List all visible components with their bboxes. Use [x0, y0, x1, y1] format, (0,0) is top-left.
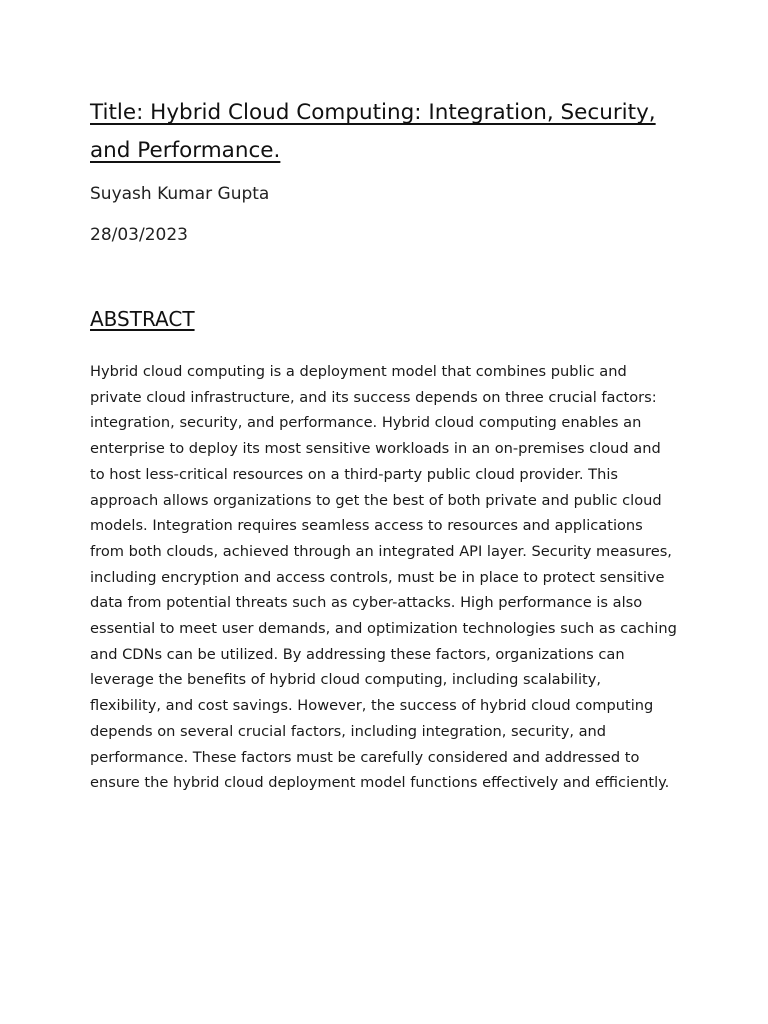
abstract-line: leverage the benefits of hybrid cloud computing, including scalability,: [90, 671, 602, 689]
abstract-line: ensure the hybrid cloud deployment model functions effectively and efficiently.: [90, 774, 670, 792]
abstract-line: and CDNs can be utilized. By addressing these factors, organizations can: [90, 645, 625, 663]
abstract-heading: ABSTRACT: [90, 307, 195, 331]
paper-title-line: Title: Hybrid Cloud Computing: Integration, Security,: [90, 100, 656, 125]
abstract-line: Hybrid cloud computing is a deployment model that combines public and: [90, 363, 627, 380]
paper-title: [90, 94, 690, 170]
abstract-line: performance. These factors must be carefully considered and addressed to: [90, 748, 640, 766]
paper-title-line: and Performance.: [90, 138, 281, 163]
abstract-line: including encryption and access controls, must be in place to protect sensitive: [90, 568, 665, 586]
abstract-line: enterprise to deploy its most sensitive workloads in an on-premises cloud and: [90, 440, 661, 458]
abstract-line: private cloud infrastructure, and its success depends on three crucial factors:: [90, 388, 657, 406]
abstract-line: essential to meet user demands, and optimization technologies such as caching: [90, 620, 677, 638]
abstract-body: [90, 359, 690, 796]
abstract-line: models. Integration requires seamless access to resources and applications: [90, 517, 643, 535]
author-name: Suyash Kumar Gupta: [90, 184, 270, 204]
abstract-line: integration, security, and performance. Hybrid cloud computing enables an: [90, 414, 642, 432]
abstract-line: flexibility, and cost savings. However, the success of hybrid cloud computing: [90, 697, 654, 715]
abstract-line: to host less-critical resources on a third-party public cloud provider. This: [90, 465, 618, 483]
abstract-line: data from potential threats such as cyber-attacks. High performance is also: [90, 594, 643, 612]
abstract-line: depends on several crucial factors, including integration, security, and: [90, 722, 607, 740]
abstract-line: approach allows organizations to get the best of both private and public cloud: [90, 491, 662, 509]
publication-date: 28/03/2023: [90, 225, 188, 245]
abstract-line: from both clouds, achieved through an integrated API layer. Security measures,: [90, 542, 672, 560]
